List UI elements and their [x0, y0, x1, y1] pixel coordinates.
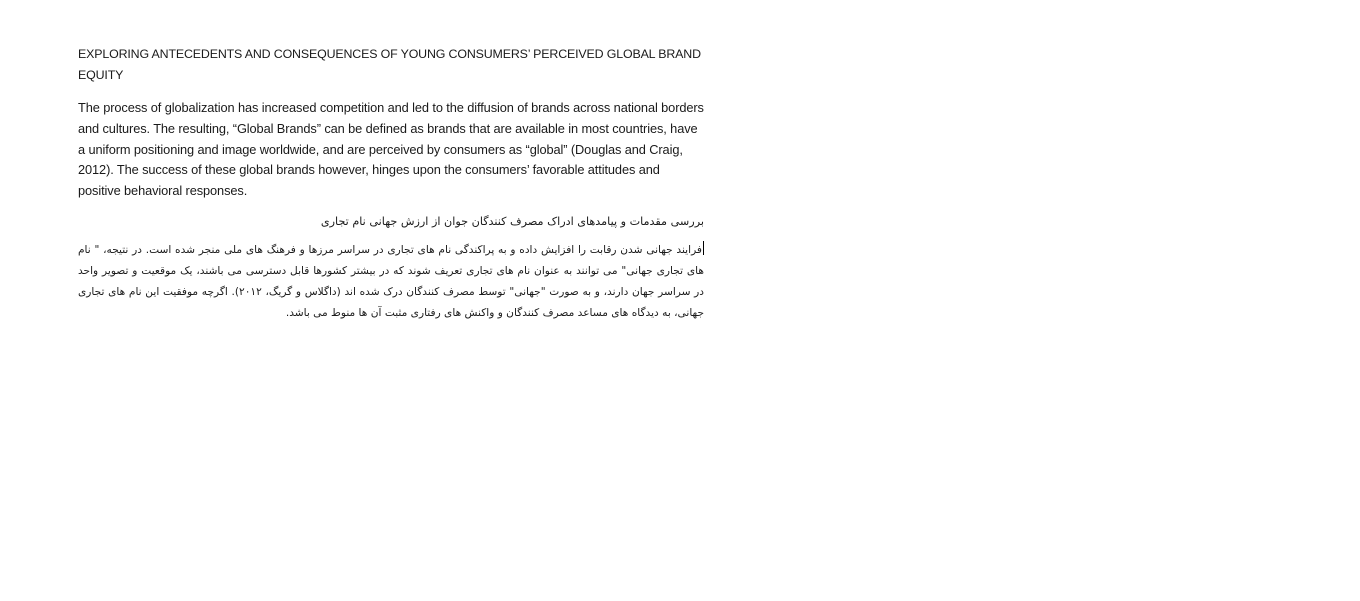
persian-paragraph-text: فرایند جهانی شدن رقابت را افزایش داده و به پراکندگی نام های تجاری در سراسر مرزها و فرهنگ های ملی منجر شده است. در نتیجه، " نام های تجاری جهانی" می توانند به عنوان نام های تجاری تعریف شوند که در بیشتر کشورها قابل دسترسی می باشند، یک موقعیت و تصویر واحد در سراسر جهان دارند، و به صورت "جهانی" توسط مصرف کنندگان درک شده اند (داگلاس و گریگ، ۲۰۱۲). اگرچه موفقیت این نام های تجاری جهانی، به دیدگاه های مساعد مصرف کنندگان و واکنش های رفتاری مثبت آن ها منوط می باشد. — [78, 243, 704, 319]
persian-paragraph[interactable] — [78, 240, 704, 324]
text-cursor — [703, 241, 704, 255]
english-title[interactable]: EXPLORING ANTECEDENTS AND CONSEQUENCES OF YOUNG CONSUMERS’ PERCEIVED GLOBAL BRAND EQUITY — [78, 47, 701, 82]
persian-title[interactable]: بررسی مقدمات و پیامدهای ادراک مصرف کنندگان جوان از ارزش جهانی نام تجاری — [320, 214, 704, 228]
english-paragraph[interactable]: The process of globalization has increased competition and led to the diffusion of brands across national borders and cultures. The resulting, “Global Brands” can be defined as brands that are available in most countries, have a uniform positioning and image worldwide, and are perceived by consumers as “global” (Douglas and Craig, 2012). The success of these global brands however, hinges upon the consumers’ favorable attitudes and positive behavioral responses. — [78, 100, 704, 199]
document-page — [78, 44, 704, 324]
